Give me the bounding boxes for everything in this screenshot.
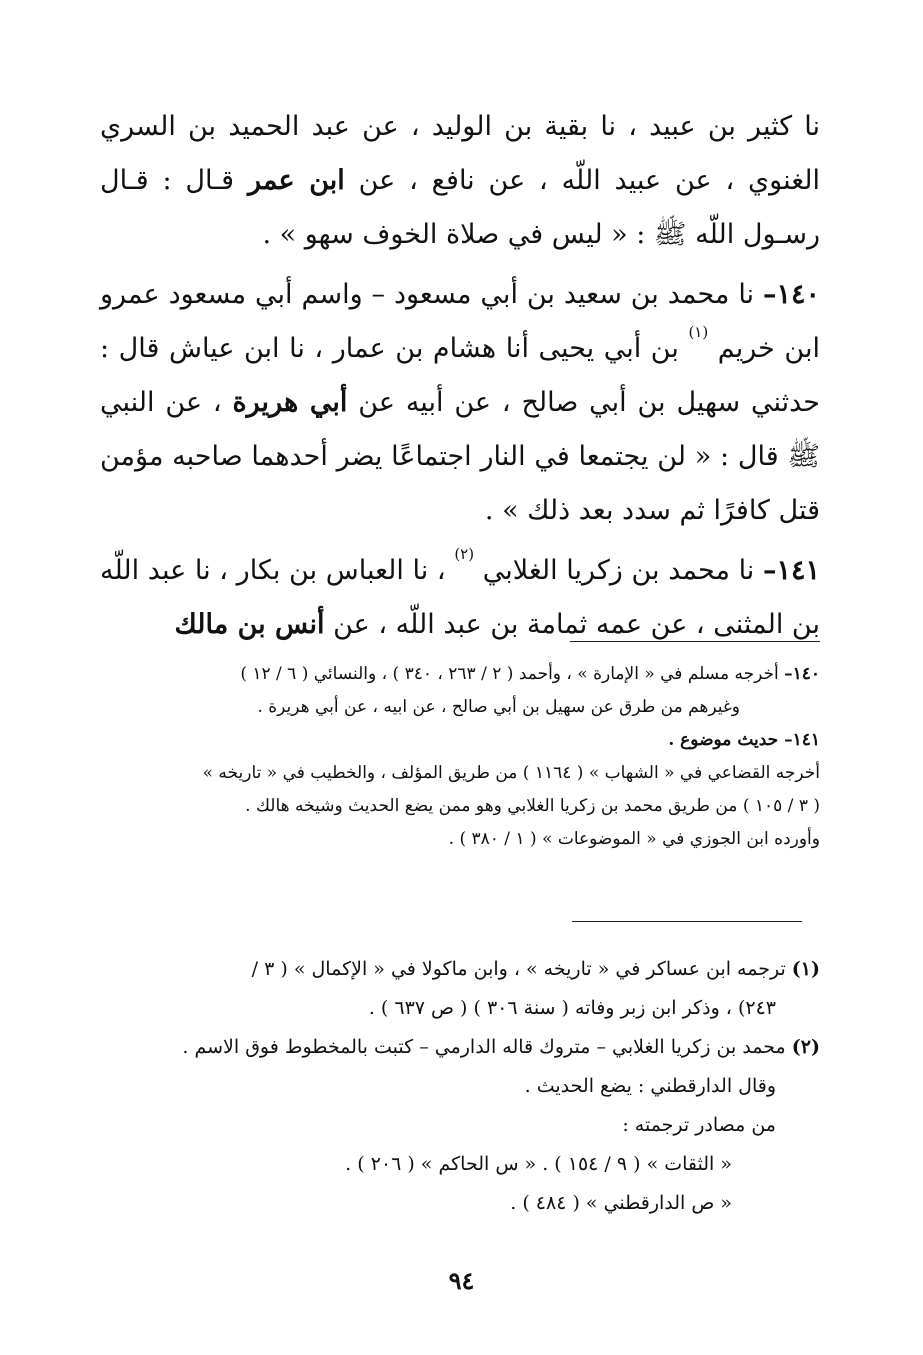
hadith-text: نا محمد بن سعيد بن أبي مسعود – واسم أبي مسعود عمرو ابن خريم xyxy=(100,279,820,364)
notes-separator xyxy=(572,921,802,922)
note-line xyxy=(100,950,820,989)
takhrij-line: أخرجه القضاعي في « الشهاب » ( ١١٦٤ ) من طريق المؤلف ، والخطيب في « تاريخه » xyxy=(202,763,820,783)
narrator-name: ابن عمر xyxy=(247,165,345,196)
takhrij-line: وغيرهم من طرق عن سهيل بن أبي صالح ، عن ابيه ، عن أبي هريرة . xyxy=(257,697,740,717)
hadith-text: بن أبي يحيى أنا هشام بن عمار ، نا ابن عياش قال : حدثني سهيل بن أبي صالح ، عن أبيه عن xyxy=(100,333,820,418)
takhrij-label: ١٤٠– xyxy=(784,664,820,684)
note-line: من مصادر ترجمته : xyxy=(622,1114,776,1136)
hadith-number: ١٤٠– xyxy=(762,279,820,310)
hadith-140 xyxy=(100,268,820,538)
paragraph-continuation xyxy=(100,100,820,262)
narrator-name: أبي هريرة xyxy=(232,387,348,418)
note-label: (١) xyxy=(791,958,820,980)
note-line: « الثقات » ( ٩ / ١٥٤ ) . « س الحاكم » ( ٢٠٦ ) . xyxy=(345,1153,732,1175)
footnote-ref-1: (١) xyxy=(688,323,709,341)
takhrij-footnotes xyxy=(104,658,820,856)
note-line: وقال الدارقطني : يضع الحديث . xyxy=(524,1075,776,1097)
takhrij-text: حديث موضوع . xyxy=(668,730,785,750)
editor-notes xyxy=(100,950,820,1223)
hadith-text: ، عن النبي ﷺ قال : « لن يجتمعا في النار اجتماعًا يضر أحدهما صاحبه مؤمن قتل كافرًا ثم سدد بعد ذلك » . xyxy=(100,387,820,526)
paragraph-text: نا كثير بن عبيد ، نا بقية بن الوليد ، عن عبد الحميد بن السري الغنوي ، عن عبيد اللّه ، عن نافع ، عن xyxy=(100,111,820,196)
takhrij-label: ١٤١– xyxy=(784,730,820,750)
takhrij-line: ( ٣ / ١٠٥ ) من طريق محمد بن زكريا الغلابي وهو ممن يضع الحديث وشيخه هالك . xyxy=(245,796,820,816)
main-text xyxy=(100,100,820,652)
narrator-name: أنس بن مالك xyxy=(174,609,325,640)
takhrij-line xyxy=(104,724,820,757)
hadith-text: ، نا العباس بن بكار ، نا عبد اللّه بن المثنى ، عن عمه ثمامة بن عبد اللّه ، عن xyxy=(100,555,820,640)
hadith-number: ١٤١– xyxy=(762,555,820,586)
note-line: ٢٤٣) ، وذكر ابن زبر وفاته ( سنة ٣٠٦ ) ( ص ٦٣٧ ) . xyxy=(368,997,776,1019)
note-text: محمد بن زكريا الغلابي – متروك قاله الدارمي – كتبت بالمخطوط فوق الاسم . xyxy=(182,1036,792,1058)
takhrij-separator xyxy=(570,641,820,642)
page-number: ٩٤ xyxy=(448,1266,475,1295)
takhrij-text: أخرجه مسلم في « الإمارة » ، وأحمد ( ٢ / ٢٦٣ ، ٣٤٠ ) ، والنسائي ( ٦ / ١٢ ) xyxy=(240,664,785,684)
note-line: « ص الدارقطني » ( ٤٨٤ ) . xyxy=(510,1192,732,1214)
note-text: ترجمه ابن عساكر في « تاريخه » ، وابن ماكولا في « الإكمال » ( ٣ / xyxy=(251,958,792,980)
hadith-141 xyxy=(100,544,820,652)
paragraph-text: قـال : قـال رسـول اللّه ﷺ : « ليس في صلاة الخوف سهو » . xyxy=(100,165,820,250)
footnote-ref-2: (٢) xyxy=(454,545,475,563)
note-label: (٢) xyxy=(791,1036,820,1058)
takhrij-line xyxy=(104,658,820,691)
hadith-text: نا محمد بن زكريا الغلابي xyxy=(474,555,763,586)
takhrij-line: وأورده ابن الجوزي في « الموضوعات » ( ١ / ٣٨٠ ) . xyxy=(448,829,820,849)
note-line xyxy=(100,1028,820,1067)
